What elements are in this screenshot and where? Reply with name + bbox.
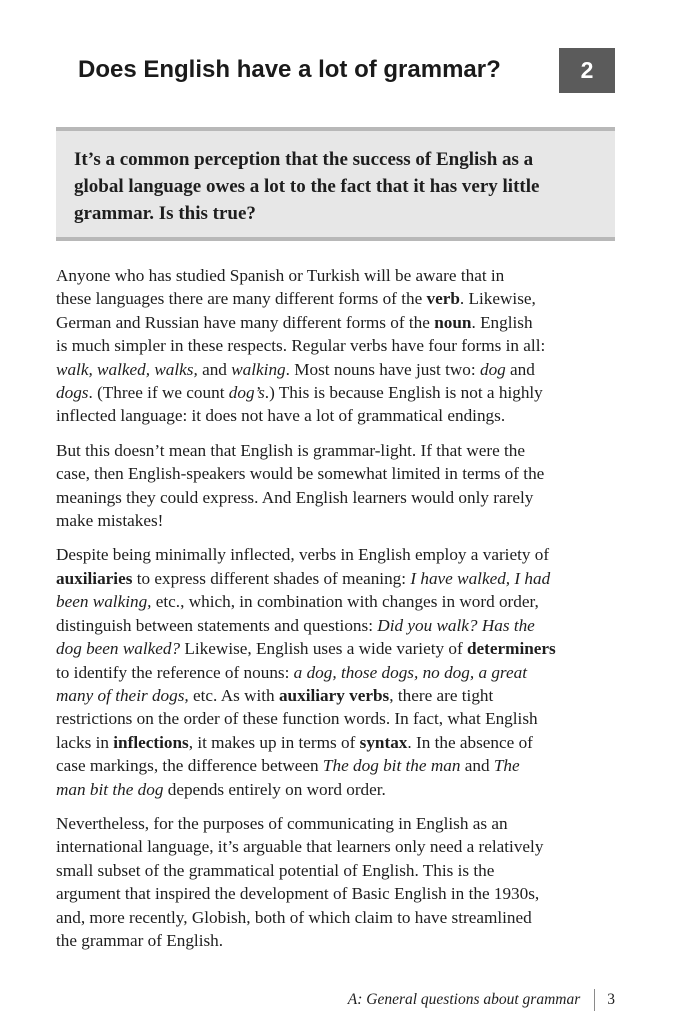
example-text: The [493, 756, 520, 776]
body-line [56, 835, 616, 858]
body-text-run: depends entirely on word order. [163, 779, 386, 799]
body-text-run: and [460, 756, 494, 776]
page-title: Does English have a lot of grammar? [78, 56, 501, 83]
body-text-run: and, more recently, Globish, both of which claim to have streamlined [56, 907, 532, 927]
example-text: a dog, those dogs, no dog, a great [293, 662, 527, 682]
body-text-run: argument that inspired the development of Basic English in the 1930s, [56, 884, 540, 904]
glossary-term: inflections [113, 732, 189, 752]
body-text-run: case markings, the difference between [56, 756, 323, 776]
body-text-run: distinguish between statements and questions: [56, 615, 378, 635]
body-line [56, 754, 616, 777]
page-footer [348, 987, 615, 1013]
body-paragraph [56, 264, 616, 428]
intro-line: global language owes a lot to the fact that it has very little [74, 176, 540, 197]
intro-line: It’s a common perception that the success of English as a [74, 149, 534, 170]
page-number: 3 [607, 991, 615, 1008]
body-text-run: small subset of the grammatical potential of English. This is the [56, 860, 495, 880]
body-text-run: is much simpler in these respects. Regular verbs have four forms in all: [56, 336, 546, 356]
glossary-term: noun [434, 312, 472, 332]
example-text: walk, walked, walks, [56, 359, 198, 379]
body-line [56, 381, 616, 404]
body-line [56, 778, 616, 801]
example-text: many of their dogs, [56, 685, 189, 705]
body-text-run: . Likewise, [459, 289, 536, 309]
body-text-run: , there are tight [389, 685, 494, 705]
body-text-run: , it makes up in terms of [188, 732, 360, 752]
body-text-run: international language, it’s arguable that learners only need a relatively [56, 837, 544, 857]
body-line [56, 264, 616, 287]
body-line [56, 882, 616, 905]
body-text-run: make mistakes! [56, 511, 164, 531]
glossary-term: verb [426, 289, 460, 309]
body-line [56, 684, 616, 707]
chapter-header [56, 48, 615, 93]
body-text-run: and [197, 359, 232, 379]
example-text: been walking, [56, 592, 152, 612]
body-text-run: . In the absence of [407, 732, 533, 752]
glossary-term: auxiliaries [56, 568, 133, 588]
body-text-run: Despite being minimally inflected, verbs in English employ a variety of [56, 545, 550, 565]
body-text-run: .) This is because English is not a highly [264, 383, 543, 403]
article-body [56, 264, 616, 963]
chapter-number-badge: 2 [559, 48, 615, 93]
body-text-run: . Most nouns have just two: [285, 359, 480, 379]
body-line [56, 358, 616, 381]
example-text: dogs [56, 383, 89, 403]
body-text-run: to identify the reference of nouns: [56, 662, 294, 682]
glossary-term: auxiliary verbs [278, 685, 390, 705]
example-text: dog been walked? [56, 639, 181, 659]
body-text-run: meanings they could express. And English learners would only rarely [56, 487, 534, 507]
example-text: dog [479, 359, 506, 379]
body-line [56, 859, 616, 882]
body-line [56, 311, 616, 334]
body-text-run: Anyone who has studied Spanish or Turkish will be aware that in [56, 266, 505, 285]
body-text-run: Nevertheless, for the purposes of communicating in English as an [56, 813, 508, 833]
body-line [56, 590, 616, 613]
body-line [56, 439, 616, 462]
body-paragraph [56, 543, 616, 800]
example-text: walking [231, 359, 286, 379]
intro-line: grammar. Is this true? [74, 203, 256, 224]
body-line [56, 287, 616, 310]
body-text-run: the grammar of English. [56, 930, 224, 950]
body-text-run: to express different shades of meaning: [132, 568, 411, 588]
body-line [56, 404, 616, 427]
body-line [56, 486, 616, 509]
body-text-run: etc. As with [188, 685, 279, 705]
body-paragraph [56, 439, 616, 533]
body-text-run: . (Three if we count [88, 383, 229, 403]
body-text-run: . English [471, 312, 533, 332]
body-text-run: and [505, 359, 535, 379]
example-text: I have walked, I had [410, 568, 551, 588]
body-line [56, 731, 616, 754]
intro-question-text [74, 146, 597, 227]
body-line [56, 929, 616, 952]
example-text: man bit the dog [56, 779, 164, 799]
body-line [56, 906, 616, 929]
intro-question-box [56, 127, 615, 241]
example-text: The dog bit the man [322, 756, 461, 776]
body-line [56, 637, 616, 660]
body-text-run: restrictions on the order of these function words. In fact, what English [56, 709, 538, 729]
body-text-run: But this doesn’t mean that English is grammar-light. If that were the [56, 440, 526, 460]
body-line [56, 567, 616, 590]
body-text-run: etc., which, in combination with changes in word order, [151, 592, 539, 612]
body-text-run: inflected language: it does not have a lot of grammatical endings. [56, 406, 506, 426]
body-line [56, 812, 616, 835]
body-paragraph [56, 812, 616, 952]
footer-divider [594, 989, 595, 1011]
glossary-term: determiners [466, 639, 556, 659]
body-text-run: lacks in [56, 732, 114, 752]
glossary-term: syntax [359, 732, 408, 752]
body-line [56, 334, 616, 357]
body-line [56, 661, 616, 684]
body-line [56, 543, 616, 566]
body-text-run: German and Russian have many different forms of the [56, 312, 435, 332]
body-line [56, 707, 616, 730]
body-text-run: Likewise, English uses a wide variety of [180, 639, 467, 659]
body-text-run: case, then English-speakers would be somewhat limited in terms of the [56, 464, 545, 484]
body-line [56, 462, 616, 485]
example-text: Did you walk? Has the [377, 615, 535, 635]
example-text: dog’s [228, 383, 265, 403]
body-line [56, 509, 616, 532]
body-line [56, 614, 616, 637]
body-text-run: these languages there are many different forms of the [56, 289, 427, 309]
footer-section-title: A: General questions about grammar [347, 991, 581, 1008]
